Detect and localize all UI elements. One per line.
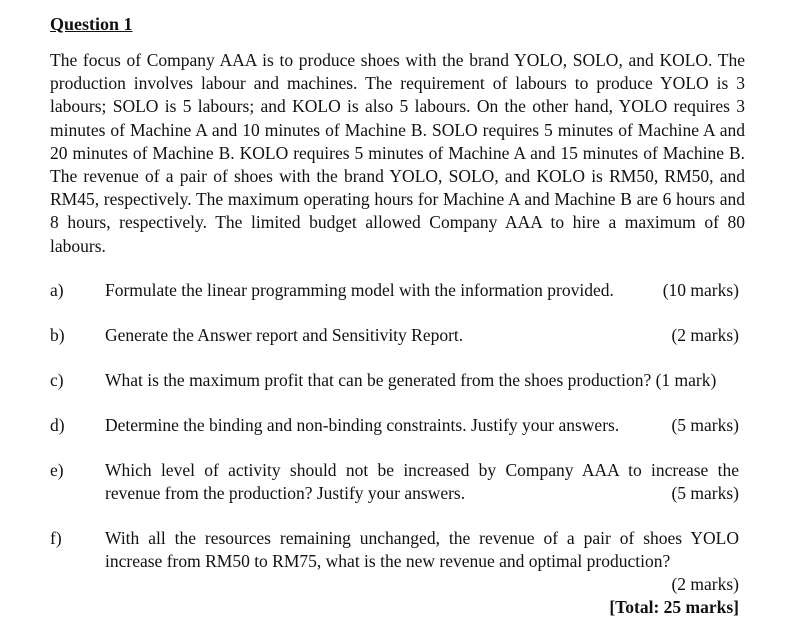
question-heading: Question 1 bbox=[50, 14, 133, 34]
sub-question-marks: (2 marks) bbox=[671, 573, 739, 594]
sub-question-letter: c) bbox=[50, 369, 64, 390]
sub-question-letter: d) bbox=[50, 414, 65, 435]
sub-question-c bbox=[50, 369, 745, 392]
sub-question-letter: b) bbox=[50, 324, 65, 345]
sub-question-text: Generate the Answer report and Sensitivity Report. bbox=[105, 324, 464, 345]
sub-question-letter: e) bbox=[50, 459, 64, 480]
sub-question-text: What is the maximum profit that can be generated from the shoes production? (1 mark) bbox=[105, 369, 717, 390]
sub-question-letter: f) bbox=[50, 527, 62, 548]
sub-question-list bbox=[50, 279, 745, 619]
sub-question-text: Determine the binding and non-binding constraints. Justify your answers. bbox=[105, 414, 620, 435]
question-document bbox=[50, 13, 745, 641]
sub-question-e bbox=[50, 459, 745, 505]
total-marks: [Total: 25 marks] bbox=[609, 596, 739, 617]
question-intro: The focus of Company AAA is to produce shoes with the brand YOLO, SOLO, and KOLO. The production involves labour and machines. The requirement of labours to produce YOLO is 3 labours; SOLO is 5 labours; and KOLO is also 5 labours. On the other hand, YOLO requires 3 minutes of Machine A and 10 minutes of Machine B. SOLO requires 5 minutes of Machine A and 20 minutes of Machine B. KOLO requires 5 minutes of Machine A and 15 minutes of Machine B. The revenue of a pair of shoes with the brand YOLO, SOLO, and KOLO is RM50, RM50, and RM45, respectively. The maximum operating hours for Machine A and Machine B are 6 hours and 8 hours, respectively. The limited budget allowed Company AAA to hire a maximum of 80 labours. bbox=[50, 50, 745, 256]
sub-question-marks: (5 marks) bbox=[671, 482, 739, 503]
sub-question-text: Formulate the linear programming model with the information provided. bbox=[105, 279, 614, 300]
sub-question-letter: a) bbox=[50, 279, 64, 300]
sub-question-text-line-2: revenue from the production? Justify your answers. bbox=[105, 482, 466, 503]
sub-question-marks: (10 marks) bbox=[662, 279, 739, 300]
sub-question-marks: (2 marks) bbox=[671, 324, 739, 345]
sub-question-text-line-1: Which level of activity should not be increased by Company AAA to increase the bbox=[105, 459, 739, 480]
sub-question-a bbox=[50, 279, 745, 302]
sub-question-marks: (5 marks) bbox=[671, 414, 739, 435]
sub-question-b bbox=[50, 324, 745, 347]
sub-question-text: With all the resources remaining unchanged, the revenue of a pair of shoes YOLO increase from RM50 to RM75, what is the new revenue and optimal production? bbox=[105, 527, 739, 571]
sub-question-f bbox=[50, 527, 745, 619]
sub-question-d bbox=[50, 414, 745, 437]
